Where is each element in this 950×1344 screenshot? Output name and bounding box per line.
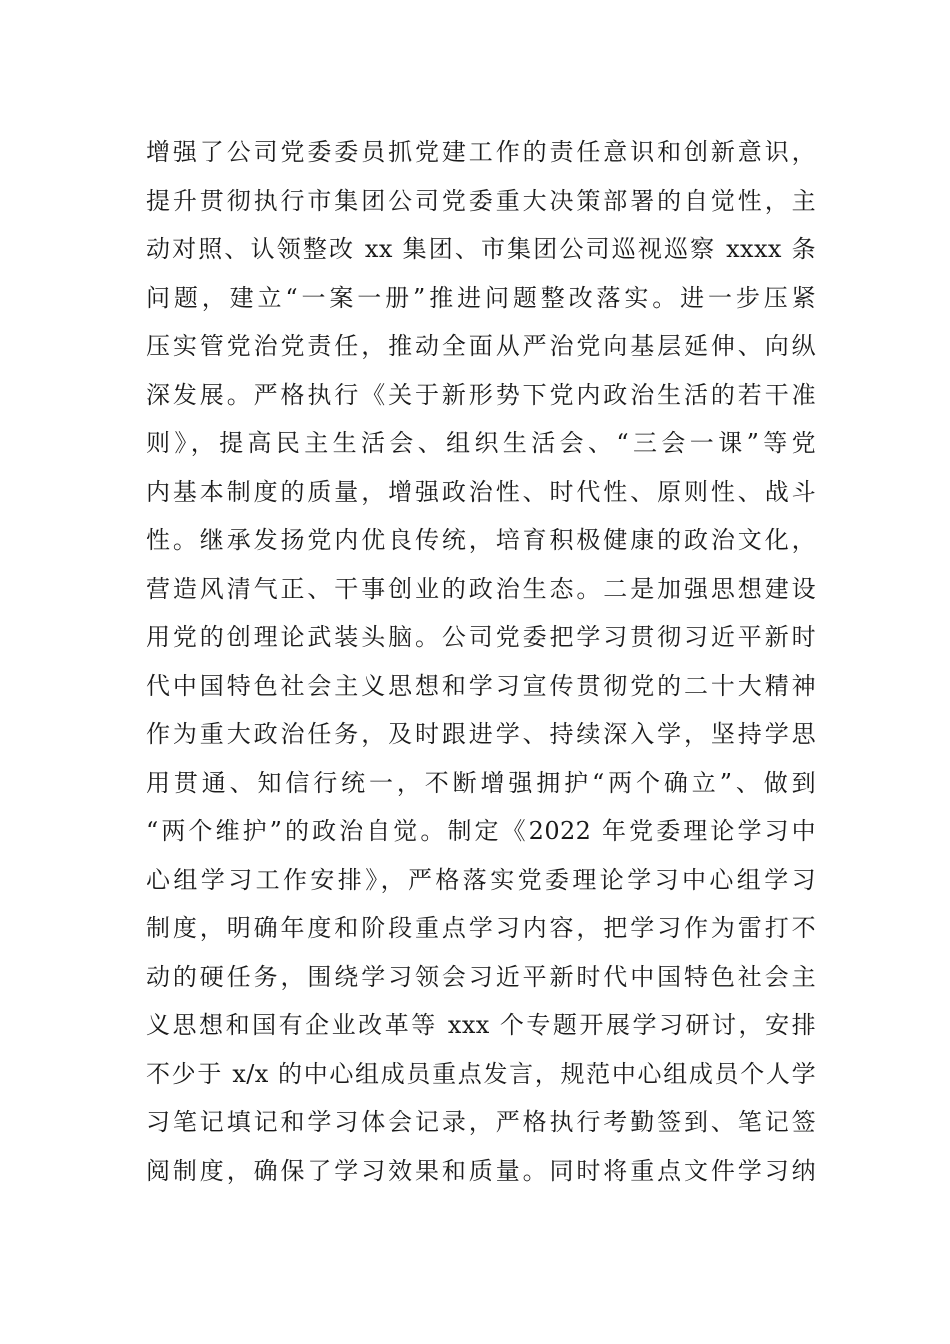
- text-line: “两个维护”的政治自觉。制定《2022 年党委理论学习中: [146, 817, 816, 845]
- body-paragraph: [146, 128, 816, 1195]
- text-line: 动的硬任务，围绕学习领会习近平新时代中国特色社会主: [146, 962, 816, 991]
- text-line: 义思想和国有企业改革等 xxx 个专题开展学习研讨，安排: [146, 1011, 816, 1039]
- text-line: 提升贯彻执行市集团公司党委重大决策部署的自觉性，主: [146, 186, 816, 215]
- text-line: 制度，明确年度和阶段重点学习内容，把学习作为雷打不: [146, 914, 816, 942]
- text-line: 动对照、认领整改 xx 集团、市集团公司巡视巡察 xxxx 条: [146, 235, 816, 263]
- text-line: 阅制度，确保了学习效果和质量。同时将重点文件学习纳: [146, 1156, 816, 1185]
- text-line: 作为重大政治任务，及时跟进学、持续深入学，坚持学思: [146, 720, 816, 748]
- text-line: 习笔记填记和学习体会记录，严格执行考勤签到、笔记签: [146, 1108, 816, 1136]
- text-line: 增强了公司党委委员抓党建工作的责任意识和创新意识，: [146, 138, 816, 166]
- text-line: 内基本制度的质量，增强政治性、时代性、原则性、战斗: [146, 477, 816, 506]
- text-line: 不少于 x/x 的中心组成员重点发言，规范中心组成员个人学: [146, 1059, 816, 1088]
- text-line: 代中国特色社会主义思想和学习宣传贯彻党的二十大精神: [146, 671, 816, 700]
- text-line: 则》，提高民主生活会、组织生活会、“三会一课”等党: [146, 429, 816, 457]
- text-line: 用党的创理论武装头脑。公司党委把学习贯彻习近平新时: [146, 623, 816, 651]
- text-line: 心组学习工作安排》，严格落实党委理论学习中心组学习: [146, 865, 816, 894]
- text-line: 性。继承发扬党内优良传统，培育积极健康的政治文化，: [146, 526, 816, 554]
- text-line: 营造风清气正、干事创业的政治生态。二是加强思想建设: [146, 574, 816, 603]
- text-line: 问题，建立“一案一册”推进问题整改落实。进一步压紧: [146, 283, 816, 312]
- text-line: 用贯通、知信行统一，不断增强拥护“两个确立”、做到: [146, 768, 816, 797]
- text-line: 深发展。严格执行《关于新形势下党内政治生活的若干准: [146, 380, 816, 409]
- text-line: 压实管党治党责任，推动全面从严治党向基层延伸、向纵: [146, 332, 816, 360]
